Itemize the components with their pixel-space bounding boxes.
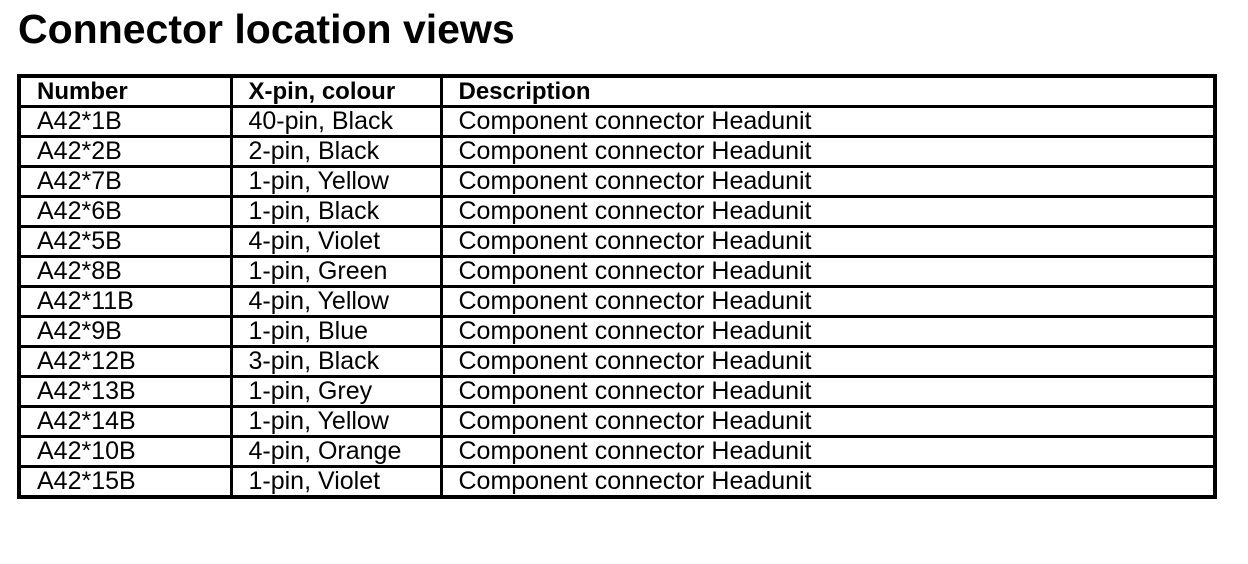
table-header-row [19, 76, 1215, 107]
cell-pin-colour: 4-pin, Violet [231, 227, 441, 257]
cell-pin-colour: 1-pin, Blue [231, 317, 441, 347]
cell-description: Component connector Headunit [441, 167, 1215, 197]
cell-description: Component connector Headunit [441, 137, 1215, 167]
cell-pin-colour: 1-pin, Green [231, 257, 441, 287]
cell-description: Component connector Headunit [441, 377, 1215, 407]
cell-pin-colour: 3-pin, Black [231, 347, 441, 377]
table-row [19, 287, 1215, 317]
cell-number: A42*12B [19, 347, 231, 377]
column-header-number: Number [19, 76, 231, 107]
table-row [19, 467, 1215, 498]
cell-pin-colour: 2-pin, Black [231, 137, 441, 167]
cell-description: Component connector Headunit [441, 437, 1215, 467]
cell-number: A42*9B [19, 317, 231, 347]
cell-number: A42*10B [19, 437, 231, 467]
table-row [19, 437, 1215, 467]
connector-table [17, 74, 1217, 499]
cell-number: A42*7B [19, 167, 231, 197]
table-row [19, 407, 1215, 437]
cell-pin-colour: 1-pin, Violet [231, 467, 441, 498]
table-row [19, 377, 1215, 407]
table-row [19, 107, 1215, 137]
table-row [19, 167, 1215, 197]
table-row [19, 227, 1215, 257]
cell-pin-colour: 1-pin, Grey [231, 377, 441, 407]
table-row [19, 317, 1215, 347]
cell-pin-colour: 1-pin, Yellow [231, 167, 441, 197]
cell-number: A42*11B [19, 287, 231, 317]
cell-number: A42*14B [19, 407, 231, 437]
cell-description: Component connector Headunit [441, 257, 1215, 287]
cell-pin-colour: 1-pin, Yellow [231, 407, 441, 437]
cell-description: Component connector Headunit [441, 407, 1215, 437]
cell-pin-colour: 4-pin, Orange [231, 437, 441, 467]
cell-description: Component connector Headunit [441, 107, 1215, 137]
cell-description: Component connector Headunit [441, 227, 1215, 257]
cell-pin-colour: 4-pin, Yellow [231, 287, 441, 317]
table-row [19, 137, 1215, 167]
cell-number: A42*15B [19, 467, 231, 498]
connector-table-container [17, 74, 1213, 499]
cell-description: Component connector Headunit [441, 197, 1215, 227]
cell-description: Component connector Headunit [441, 317, 1215, 347]
cell-description: Component connector Headunit [441, 467, 1215, 498]
column-header-pin-colour: X-pin, colour [231, 76, 441, 107]
column-header-description: Description [441, 76, 1215, 107]
table-row [19, 347, 1215, 377]
cell-pin-colour: 40-pin, Black [231, 107, 441, 137]
cell-number: A42*6B [19, 197, 231, 227]
cell-number: A42*13B [19, 377, 231, 407]
cell-number: A42*5B [19, 227, 231, 257]
table-row [19, 257, 1215, 287]
cell-number: A42*2B [19, 137, 231, 167]
page-title: Connector location views [18, 6, 515, 52]
cell-number: A42*8B [19, 257, 231, 287]
cell-number: A42*1B [19, 107, 231, 137]
cell-pin-colour: 1-pin, Black [231, 197, 441, 227]
cell-description: Component connector Headunit [441, 287, 1215, 317]
cell-description: Component connector Headunit [441, 347, 1215, 377]
table-row [19, 197, 1215, 227]
